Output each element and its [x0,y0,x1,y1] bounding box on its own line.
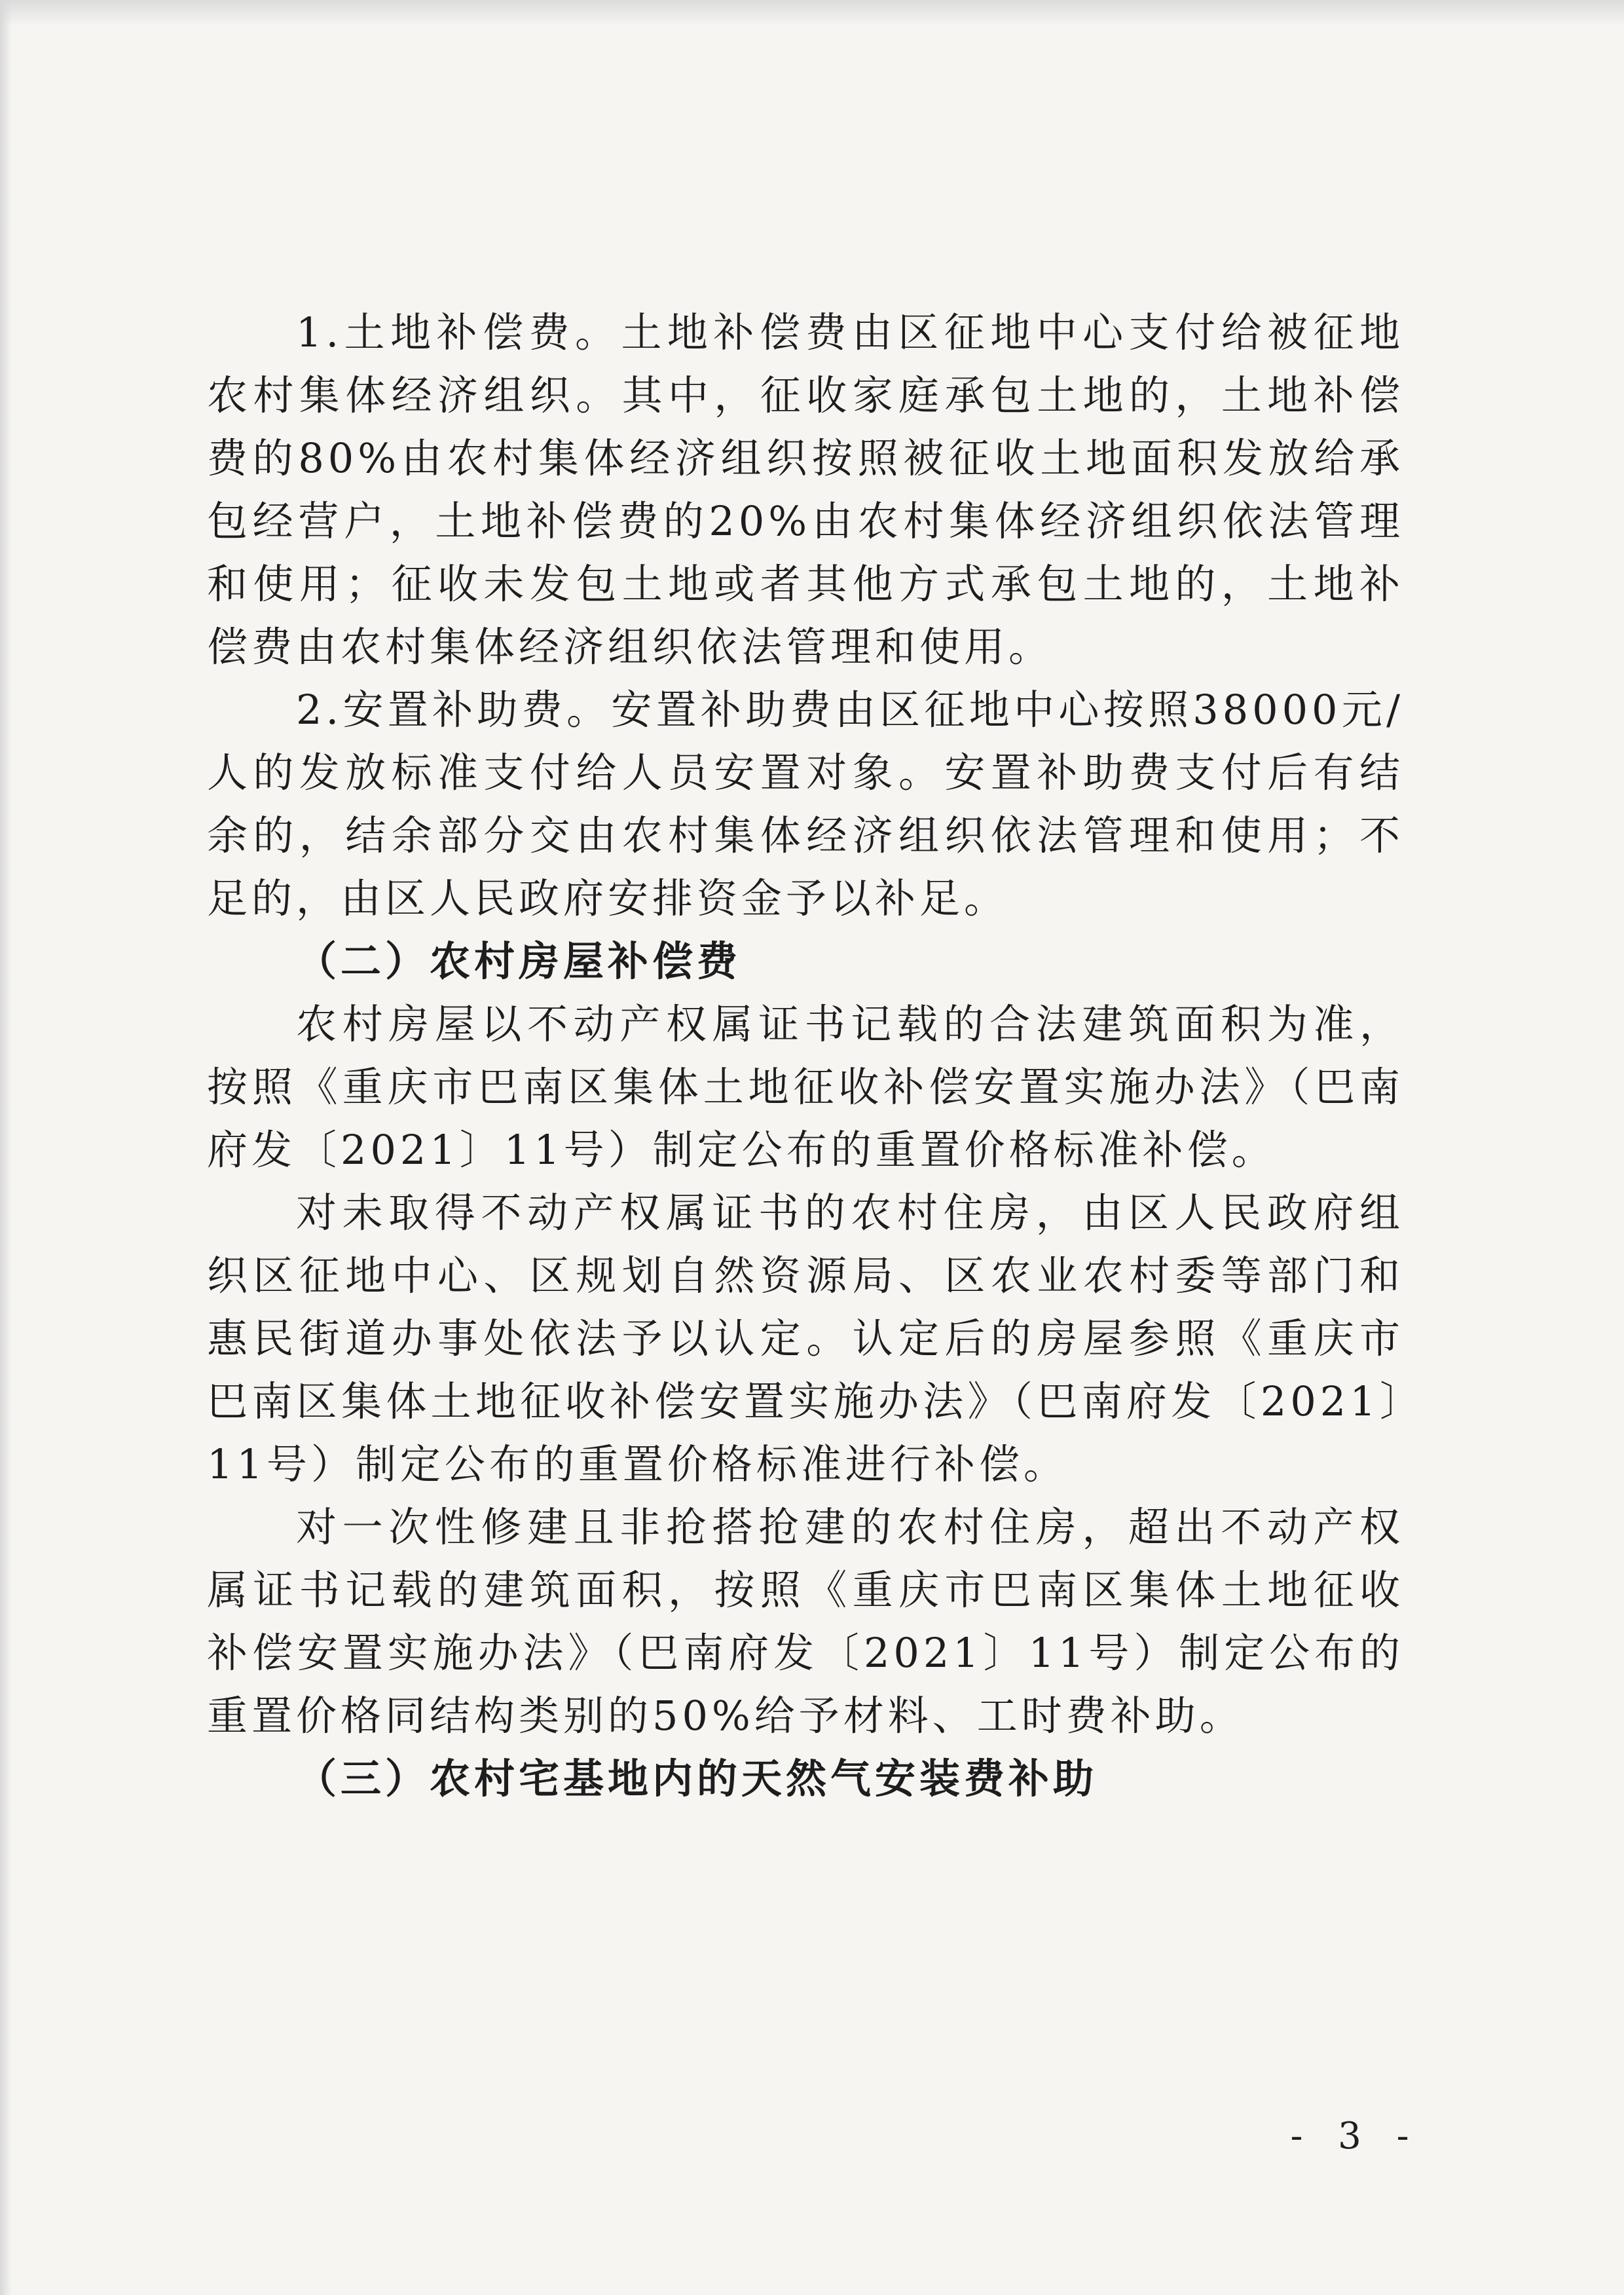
document-body [207,301,1404,1810]
paragraph-land-compensation: 1.土地补偿费。土地补偿费由区征地中心支付给被征地农村集体经济组织。其中，征收家庭承包土地的，土地补偿费的80%由农村集体经济组织按照被征收土地面积发放给承包经营户，土地补偿费的20%由农村集体经济组织依法管理和使用；征收未发包土地或者其他方式承包土地的，土地补偿费由农村集体经济组织依法管理和使用。 [207,308,1404,671]
section-heading-house-compensation: （二）农村房屋补偿费 [296,937,742,985]
paragraph-excess-area-subsidy: 对一次性修建且非抢搭抢建的农村住房，超出不动产权属证书记载的建筑面积，按照《重庆市巴南区集体土地征收补偿安置实施办法》（巴南府发〔2021〕11号）制定公布的重置价格同结构类别的50%给予材料、工时费补助。 [207,1503,1404,1740]
page-number: - 3 - [1290,2115,1421,2157]
scan-shadow-left [0,0,12,2295]
section-heading-gas-installation: （三）农村宅基地内的天然气安装费补助 [296,1755,1098,1802]
paragraph-house-compensation-standard: 农村房屋以不动产权属证书记载的合法建筑面积为准，按照《重庆市巴南区集体土地征收补偿安置实施办法》（巴南府发〔2021〕11号）制定公布的重置价格标准补偿。 [207,1000,1404,1174]
paragraph-unregistered-housing: 对未取得不动产权属证书的农村住房，由区人民政府组织区征地中心、区规划自然资源局、区农业农村委等部门和惠民街道办事处依法予以认定。认定后的房屋参照《重庆市巴南区集体土地征收补偿安置实施办法》（巴南府发〔2021〕11号）制定公布的重置价格标准进行补偿。 [207,1189,1404,1488]
scan-shadow-top [0,0,1624,26]
paragraph-resettlement-subsidy: 2.安置补助费。安置补助费由区征地中心按照38000元/人的发放标准支付给人员安置对象。安置补助费支付后有结余的，结余部分交由农村集体经济组织依法管理和使用；不足的，由区人民政府安排资金予以补足。 [207,686,1404,922]
